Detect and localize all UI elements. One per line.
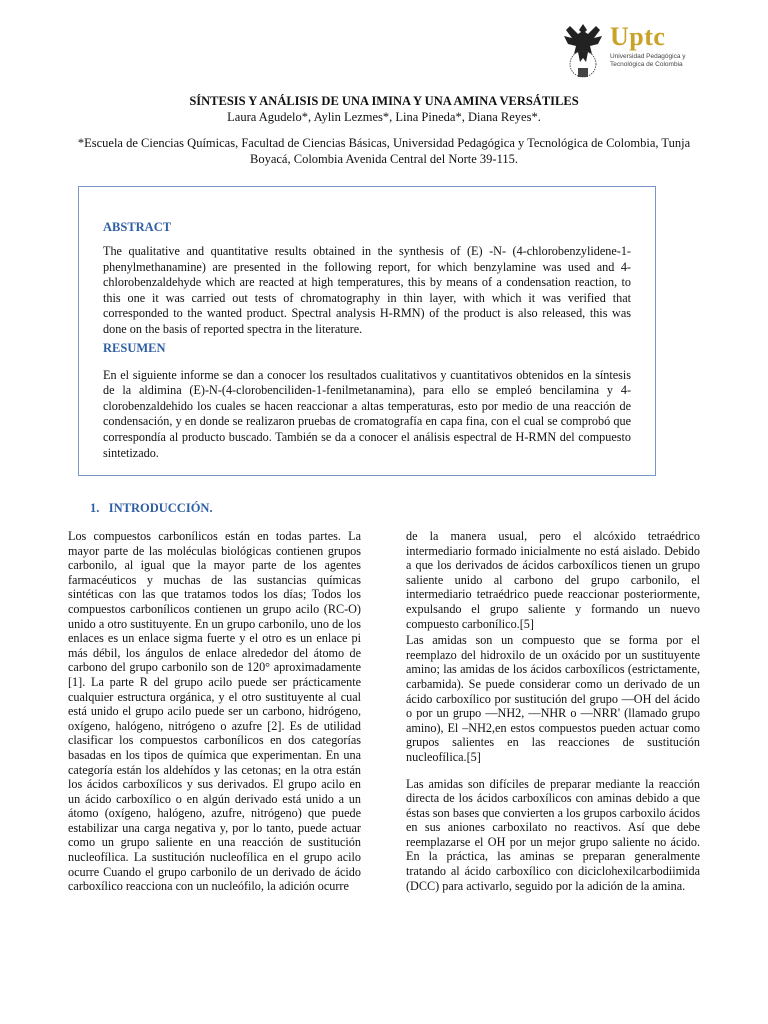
logo-subtitle-2: Tecnológica de Colombia <box>610 61 683 68</box>
paper-affiliation: *Escuela de Ciencias Químicas, Facultad de Ciencias Básicas, Universidad Pedagógica y Tecnológica de Colombia, Tunja Boyacá, Colombia Avenida Central del Norte 39-115. <box>77 136 691 166</box>
eagle-crest-icon <box>558 18 608 82</box>
paper-header <box>60 93 708 167</box>
left-column <box>68 529 361 894</box>
intro-paragraph-right-1: de la manera usual, pero el alcóxido tetraédrico intermediario formado inicialmente no está aislado. Debido a que los derivados de ácidos carboxílicos tienen un grupo saliente unido al carbono del grupo carbonilo, el intermediario tetraédrico puede reaccionar posteriormente, expulsando el grupo saliente y formando un nuevo compuesto carbonílico.[5] <box>406 529 700 631</box>
abstract-box <box>78 186 656 476</box>
logo-wordmark: Uptc <box>610 22 666 51</box>
abstract-text: The qualitative and quantitative results obtained in the synthesis of (E) -N- (4-chlorobenzylidene-1-phenylmethanamine) are presented in the following report, for which benzylamine was used and 4-chlorobenzaldehyde which are reacted at high temperatures, this by means of a condensation reaction, to this one it was carried out tests of chromatography in thin layer, with which it was verified that corresponded to the wanted product. Spectral analysis H-RMN) of the product is also released, this was done on the basis of reported spectra in the literature. <box>103 244 631 336</box>
right-column <box>406 529 700 893</box>
resumen-text: En el siguiente informe se dan a conocer los resultados cualitativos y cuantitativos obtenidos en la síntesis de la aldimina (E)-N-(4-clorobenciliden-1-fenilmetanamina), para ello se empleó bencilamina y 4-clorobenzaldehido los cuales se hacen reaccionar a altas temperaturas, esto por medio de una reacción de condensación, y en donde se realizaron pruebas de cromatografía en capa fina, con el cual se comprobó que correspondía al producto buscado. También se da a conocer el análisis espectral de H-RMN del compuesto sintetizado. <box>103 367 631 460</box>
paper-authors: Laura Agudelo*, Aylin Lezmes*, Lina Pineda*, Diana Reyes*. <box>227 110 541 124</box>
abstract-heading: ABSTRACT <box>103 220 172 234</box>
resumen-heading: RESUMEN <box>103 340 166 355</box>
intro-paragraph-right-3: Las amidas son difíciles de preparar mediante la reacción directa de los ácidos carboxílicos con aminas debido a que éstas son bases que convierten a los grupos carboxilo ácidos en sus aniones carboxilato no reactivos. Así que debe reemplazarse el OH por un mejor grupo saliente no ácido. En la práctica, las aminas se preparan generalmente tratando al ácido carboxílico con diciclohexilcarbodiimida (DCC) para activarlo, seguido por la adición de la amina. <box>406 776 700 893</box>
paper-title: SÍNTESIS Y ANÁLISIS DE UNA IMINA Y UNA AMINA VERSÁTILES <box>189 94 579 108</box>
section-heading-introduccion: 1. INTRODUCCIÓN. <box>90 501 213 515</box>
logo-subtitle-1: Universidad Pedagógica y <box>610 53 686 60</box>
intro-paragraph-right-2: Las amidas son un compuesto que se forma por el reemplazo del hidroxilo de un oxácido por un sustituyente amino; las amidas de los ácidos carboxílicos (estrictamente, carbamida). Se puede considerar como un derivado de un ácido carboxílico por sustitución del grupo —OH del ácido o por un grupo —NH2, —NHR o —NRR' (llamado grupo amino), El –NH2,en estos compuestos pueden actuar como grupos salientes en las reacciones de sustitución nucleofílica.[5] <box>406 633 700 764</box>
university-logo <box>558 18 690 88</box>
intro-paragraph-left: Los compuestos carbonílicos están en todas partes. La mayor parte de las moléculas biológicas contienen grupos carbonilo, al igual que la mayor parte de los agentes farmacéuticos y muchas de las sustancias químicas sintéticas con las que tratamos todos los días; Todos los compuestos carbonílicos contienen un grupo acilo (RC-O) unido a otro sustituyente. En un grupo carbonilo, uno de los enlaces es un enlace sigma fuerte y el otro es un enlace pi más débil, los ángulos de enlace alrededor del átomo de carbono del grupo carbonilo son de 120° aproximadamente [1]. La parte R del grupo acilo puede ser prácticamente cualquier estructura orgánica, y el otro sustituyente al cual está unido el grupo acilo puede ser un carbono, hidrógeno, oxígeno, halógeno, nitrógeno o azufre [2]. Es de utilidad clasificar los compuestos carbonílicos en dos categorías basadas en los tipos de química que experimentan. En una categoría están los aldehídos y las cetonas; en la otra están los ácidos carboxílicos y sus derivados. El grupo acilo en un ácido carboxílico o en algún derivado está unido a un átomo (oxígeno, halógeno, azufre, nitrógeno) que puede estabilizar una carga negativa y, por lo tanto, puede actuar como un grupo saliente en una reacción de sustitución nucleofílica. La sustitución nucleofílica en el grupo acilo ocurre Cuando el grupo carbonilo de un derivado de ácido carboxílico reacciona con un nucleófilo, la adición ocurre <box>68 529 361 894</box>
